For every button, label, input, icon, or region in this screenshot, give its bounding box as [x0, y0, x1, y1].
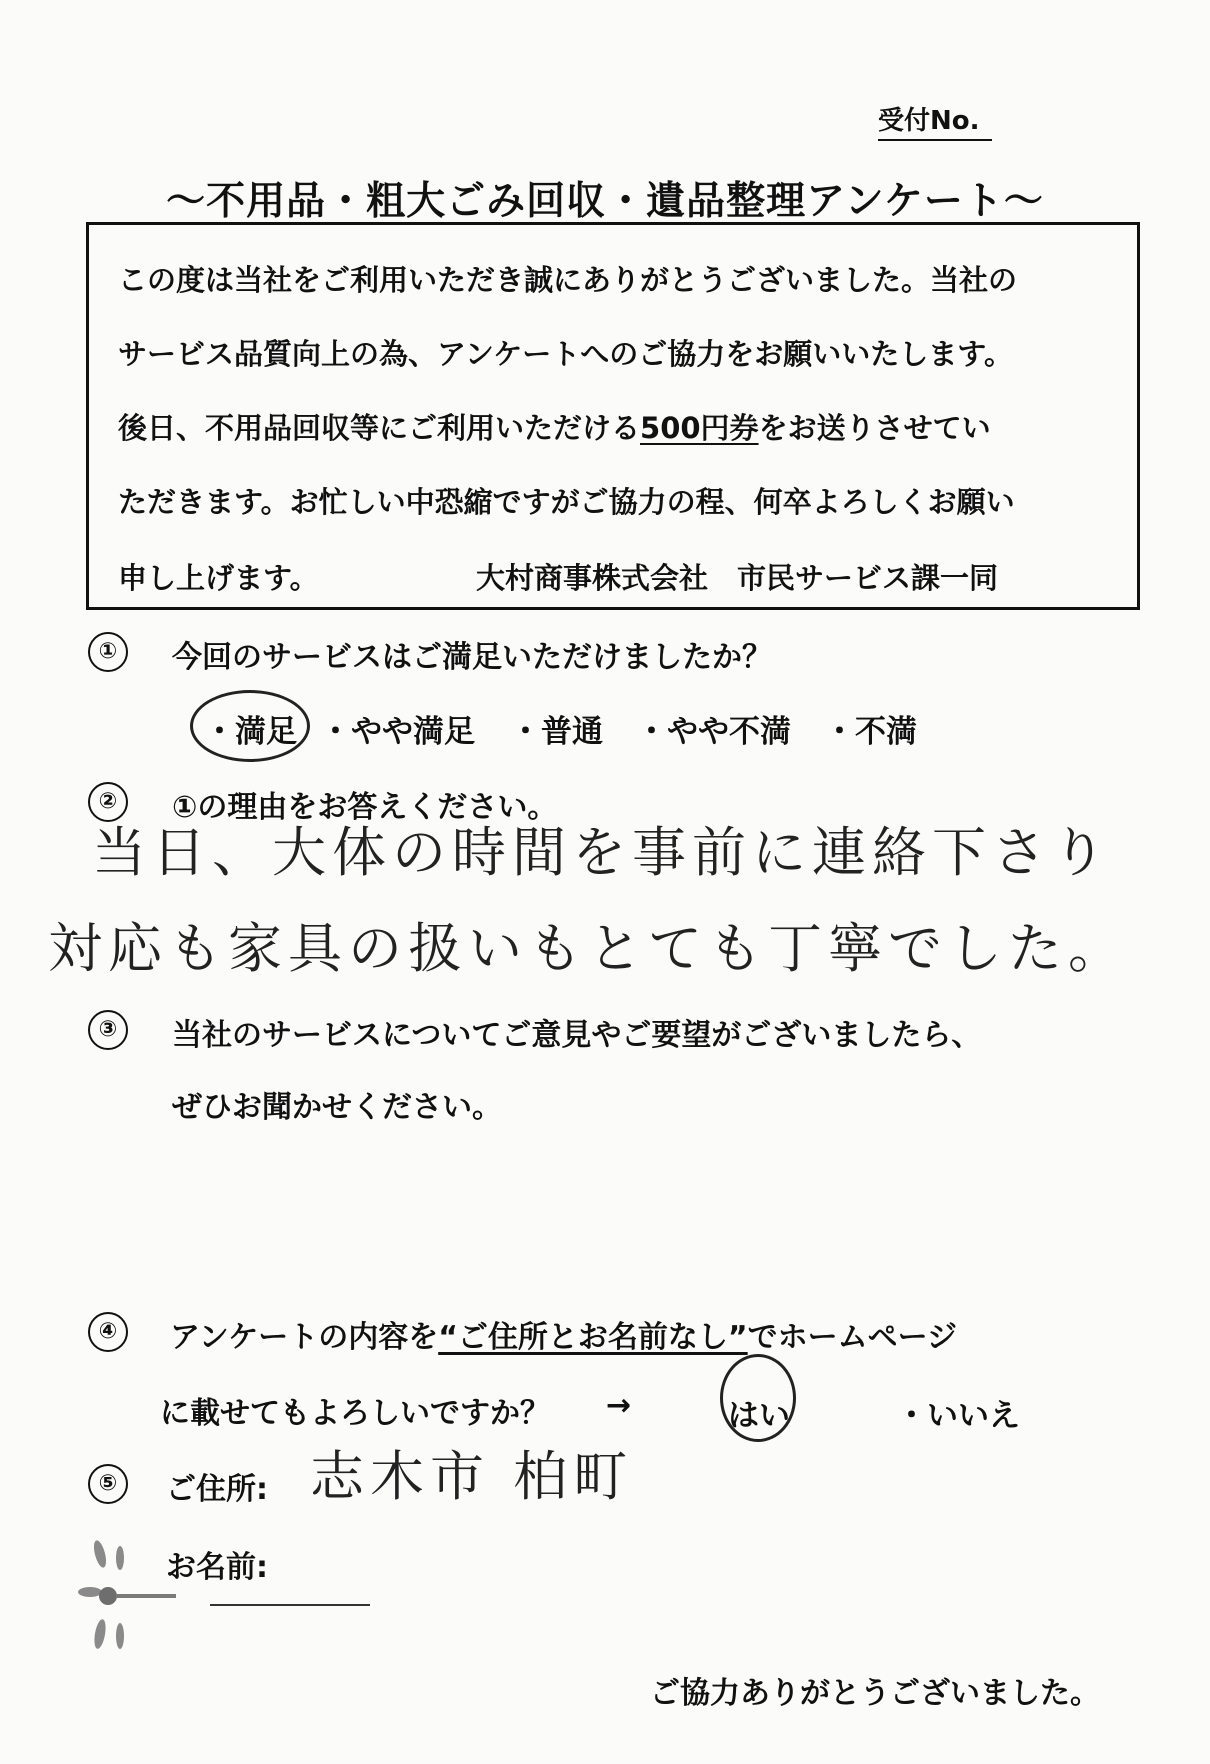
- q2-number: ②: [88, 782, 128, 822]
- intro-line-3-before: 後日、不用品回収等にご利用いただける: [118, 411, 641, 445]
- receipt-number-label: 受付No.: [878, 100, 992, 141]
- q1-number: ①: [88, 632, 128, 672]
- q2-question: ①の理由をお答えください。: [172, 790, 558, 825]
- intro-line-3: [118, 406, 991, 447]
- q4-text-before: アンケートの内容を: [170, 1320, 439, 1355]
- voucher-amount: 500円券: [640, 411, 759, 445]
- q1-option-normal[interactable]: ・普通: [510, 714, 603, 750]
- q2-handwritten-answer-line-1: 当日、大体の時間を事前に連絡下さり: [92, 821, 1112, 884]
- company-signature: 大村商事株式会社 市民サービス課一同: [476, 561, 999, 595]
- q4-text-after: でホームページ: [747, 1320, 958, 1355]
- intro-line-4: ただきます。お忙しい中恐縮ですがご協力の程、何卒よろしくお願い: [118, 485, 1015, 519]
- address-label: ご住所:: [166, 1472, 268, 1507]
- flower-decoration-icon: [72, 1536, 182, 1676]
- q4-question-line-1: [170, 1312, 957, 1356]
- q2-handwritten-answer-line-2: 対応も家具の扱いもとても丁寧でした。: [48, 917, 1128, 980]
- q1-option-somewhat-dissatisfied[interactable]: ・やや不満: [636, 714, 791, 750]
- intro-line-5: 申し上げます。: [118, 561, 319, 595]
- intro-line-1: この度は当社をご利用いただき誠にありがとうございました。当社の: [118, 263, 1018, 297]
- q4-number: ④: [88, 1312, 128, 1352]
- thanks-message: ご協力ありがとうございました。: [650, 1676, 1100, 1711]
- q1-option-dissatisfied[interactable]: ・不満: [824, 714, 917, 750]
- q3-question-line-2: ぜひお聞かせください。: [172, 1090, 502, 1125]
- q4-text-quoted: “ご住所とお名前なし”: [438, 1320, 748, 1355]
- q1-option-satisfied[interactable]: ・満足: [204, 714, 297, 750]
- q1-question: 今回のサービスはご満足いただけましたか？: [172, 640, 772, 675]
- page-title: ～不用品・粗大ごみ回収・遺品整理アンケート～: [166, 179, 1044, 224]
- q1-option-somewhat-satisfied[interactable]: ・やや満足: [320, 714, 475, 750]
- q3-number: ③: [88, 1010, 128, 1050]
- q4-question-line-2: に載せてもよろしいですか？: [160, 1396, 550, 1431]
- name-field[interactable]: [210, 1604, 370, 1606]
- intro-line-3-after: をお送りさせてい: [758, 411, 991, 445]
- intro-line-2: サービス品質向上の為、アンケートへのご協力をお願いいたします。: [118, 337, 1013, 371]
- q4-option-no[interactable]: ・いいえ: [896, 1398, 1020, 1434]
- q4-option-yes[interactable]: はい: [728, 1398, 790, 1434]
- q5-number: ⑤: [88, 1464, 128, 1504]
- address-handwritten-value[interactable]: 志木市 柏町: [310, 1445, 634, 1508]
- q4-arrow: →: [606, 1388, 632, 1423]
- q3-question-line-1: 当社のサービスについてご意見やご要望がございましたら、: [172, 1018, 982, 1053]
- name-label: お名前:: [166, 1550, 268, 1585]
